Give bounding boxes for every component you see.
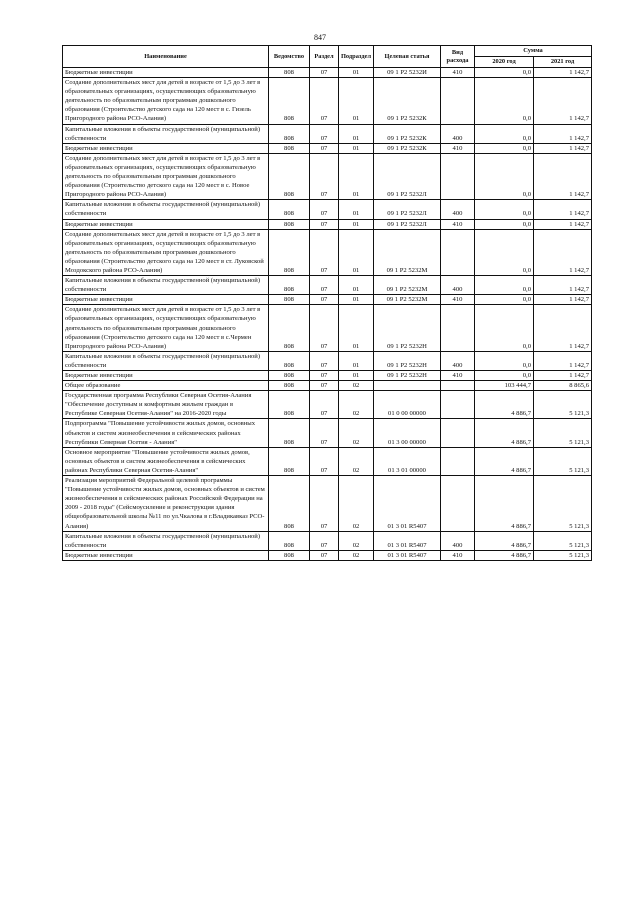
header-year-2020: 2020 год xyxy=(475,57,534,68)
cell-dept: 808 xyxy=(269,305,310,351)
table-row xyxy=(63,153,592,199)
cell-sum-2020: 4 886,7 xyxy=(475,550,534,560)
cell-subsection: 02 xyxy=(339,550,374,560)
cell-name: Бюджетные инвестиции xyxy=(63,550,269,560)
cell-name: Капитальные вложения в объекты государственной (муниципальной) собственности xyxy=(63,531,269,550)
cell-name: Бюджетные инвестиции xyxy=(63,219,269,229)
cell-expense-type xyxy=(441,305,475,351)
cell-section: 07 xyxy=(310,200,339,219)
cell-sum-2020: 0,0 xyxy=(475,124,534,143)
table-row xyxy=(63,295,592,305)
cell-dept: 808 xyxy=(269,476,310,532)
table-row xyxy=(63,276,592,295)
cell-dept: 808 xyxy=(269,531,310,550)
cell-expense-type xyxy=(441,153,475,199)
cell-subsection: 02 xyxy=(339,447,374,475)
table-row xyxy=(63,371,592,381)
cell-sum-2020: 0,0 xyxy=(475,295,534,305)
cell-dept: 808 xyxy=(269,447,310,475)
cell-sum-2021: 1 142,7 xyxy=(534,124,592,143)
cell-name: Реализация мероприятий Федеральной целевой программы "Повышение устойчивости жилых домов, основных объектов и систем жизнеобеспечения в сейсмических районах Российской Федерации на 2009 - 2018 годы" (Сейсмоусиление и реконструкция здания общеобразовательной школы №11 по ул.Чкалова в г.Владикавказ РСО-Алания) xyxy=(63,476,269,532)
cell-target: 09 1 P2 5232Л xyxy=(374,219,441,229)
cell-expense-type xyxy=(441,381,475,391)
cell-section: 07 xyxy=(310,550,339,560)
cell-sum-2020: 0,0 xyxy=(475,371,534,381)
header-dept: Ведомство xyxy=(269,46,310,68)
cell-dept: 808 xyxy=(269,143,310,153)
cell-subsection: 01 xyxy=(339,78,374,124)
cell-subsection: 02 xyxy=(339,531,374,550)
cell-sum-2021: 5 121,3 xyxy=(534,419,592,447)
cell-section: 07 xyxy=(310,219,339,229)
table-row xyxy=(63,143,592,153)
cell-expense-type: 410 xyxy=(441,295,475,305)
header-target: Целевая статья xyxy=(374,46,441,68)
cell-dept: 808 xyxy=(269,78,310,124)
cell-dept: 808 xyxy=(269,295,310,305)
table-body xyxy=(63,68,592,561)
cell-section: 07 xyxy=(310,153,339,199)
table-row xyxy=(63,124,592,143)
cell-target: 01 3 00 00000 xyxy=(374,419,441,447)
cell-subsection: 02 xyxy=(339,391,374,419)
cell-name: Бюджетные инвестиции xyxy=(63,143,269,153)
cell-sum-2020: 4 886,7 xyxy=(475,419,534,447)
table-row xyxy=(63,381,592,391)
cell-name: Капитальные вложения в объекты государственной (муниципальной) собственности xyxy=(63,200,269,219)
cell-dept: 808 xyxy=(269,153,310,199)
cell-dept: 808 xyxy=(269,276,310,295)
cell-expense-type: 410 xyxy=(441,143,475,153)
cell-target: 09 1 P2 5232Н xyxy=(374,371,441,381)
cell-target: 09 1 P2 5232К xyxy=(374,143,441,153)
cell-sum-2021: 1 142,7 xyxy=(534,305,592,351)
cell-section: 07 xyxy=(310,305,339,351)
cell-subsection: 01 xyxy=(339,153,374,199)
cell-subsection: 01 xyxy=(339,351,374,370)
cell-sum-2021: 5 121,3 xyxy=(534,447,592,475)
cell-section: 07 xyxy=(310,531,339,550)
cell-sum-2020: 0,0 xyxy=(475,143,534,153)
cell-sum-2020: 4 886,7 xyxy=(475,476,534,532)
cell-section: 07 xyxy=(310,276,339,295)
cell-dept: 808 xyxy=(269,68,310,78)
cell-section: 07 xyxy=(310,295,339,305)
cell-subsection: 01 xyxy=(339,295,374,305)
cell-target: 01 3 01 R5407 xyxy=(374,531,441,550)
table-row xyxy=(63,78,592,124)
cell-dept: 808 xyxy=(269,124,310,143)
cell-sum-2021: 1 142,7 xyxy=(534,229,592,275)
cell-sum-2020: 0,0 xyxy=(475,351,534,370)
cell-expense-type xyxy=(441,391,475,419)
cell-sum-2020: 0,0 xyxy=(475,219,534,229)
cell-subsection: 02 xyxy=(339,419,374,447)
cell-dept: 808 xyxy=(269,550,310,560)
cell-name: Создание дополнительных мест для детей в возрасте от 1,5 до 3 лет в образовательных организациях, осуществляющих образовательную деятельность по образовательным программам дошкольного образования (Строительство детского сада на 120 мест в с. Гизель Пригородного района РСО-Алания) xyxy=(63,78,269,124)
cell-section: 07 xyxy=(310,68,339,78)
cell-target: 01 3 01 00000 xyxy=(374,447,441,475)
cell-target: 09 1 P2 5232К xyxy=(374,124,441,143)
budget-table xyxy=(62,45,592,561)
cell-sum-2020: 0,0 xyxy=(475,276,534,295)
cell-sum-2021: 1 142,7 xyxy=(534,78,592,124)
cell-sum-2021: 1 142,7 xyxy=(534,153,592,199)
cell-expense-type xyxy=(441,229,475,275)
table-row xyxy=(63,200,592,219)
cell-subsection: 01 xyxy=(339,68,374,78)
cell-dept: 808 xyxy=(269,419,310,447)
cell-subsection: 01 xyxy=(339,229,374,275)
cell-sum-2020: 0,0 xyxy=(475,200,534,219)
cell-expense-type: 400 xyxy=(441,276,475,295)
cell-sum-2021: 1 142,7 xyxy=(534,68,592,78)
cell-sum-2020: 103 444,7 xyxy=(475,381,534,391)
cell-target: 09 1 P2 5232И xyxy=(374,68,441,78)
page-number: 847 xyxy=(314,33,326,42)
cell-sum-2020: 4 886,7 xyxy=(475,391,534,419)
table-row xyxy=(63,351,592,370)
cell-sum-2020: 4 886,7 xyxy=(475,447,534,475)
cell-expense-type: 400 xyxy=(441,200,475,219)
cell-name: Общее образование xyxy=(63,381,269,391)
cell-target: 09 1 P2 5232К xyxy=(374,78,441,124)
cell-name: Капитальные вложения в объекты государственной (муниципальной) собственности xyxy=(63,351,269,370)
cell-target: 09 1 P2 5232Н xyxy=(374,351,441,370)
cell-expense-type: 400 xyxy=(441,351,475,370)
cell-sum-2021: 5 121,3 xyxy=(534,531,592,550)
cell-name: Государственная программа Республики Северная Осетия-Алания "Обеспечение доступным и комфортным жильем граждан в Республике Северная Осетия-Алания" на 2016-2020 годы xyxy=(63,391,269,419)
cell-subsection: 02 xyxy=(339,381,374,391)
cell-sum-2021: 1 142,7 xyxy=(534,295,592,305)
cell-subsection: 01 xyxy=(339,371,374,381)
cell-dept: 808 xyxy=(269,200,310,219)
cell-section: 07 xyxy=(310,143,339,153)
cell-sum-2020: 0,0 xyxy=(475,68,534,78)
cell-target xyxy=(374,381,441,391)
table-row xyxy=(63,229,592,275)
cell-section: 07 xyxy=(310,419,339,447)
table-row xyxy=(63,476,592,532)
cell-name: Бюджетные инвестиции xyxy=(63,371,269,381)
table-row xyxy=(63,447,592,475)
cell-section: 07 xyxy=(310,476,339,532)
cell-subsection: 01 xyxy=(339,305,374,351)
cell-expense-type xyxy=(441,476,475,532)
cell-sum-2021: 1 142,7 xyxy=(534,276,592,295)
cell-dept: 808 xyxy=(269,351,310,370)
cell-dept: 808 xyxy=(269,381,310,391)
cell-name: Создание дополнительных мест для детей в возрасте от 1,5 до 3 лет в образовательных организациях, осуществляющих образовательную деятельность по образовательным программам дошкольного образования (Строительство детского сада на 120 мест в ст. Луковской Моздокского района РСО-Алания) xyxy=(63,229,269,275)
cell-name: Капитальные вложения в объекты государственной (муниципальной) собственности xyxy=(63,276,269,295)
cell-subsection: 01 xyxy=(339,200,374,219)
cell-expense-type xyxy=(441,78,475,124)
cell-sum-2020: 0,0 xyxy=(475,229,534,275)
cell-sum-2021: 1 142,7 xyxy=(534,143,592,153)
cell-name: Бюджетные инвестиции xyxy=(63,295,269,305)
cell-section: 07 xyxy=(310,351,339,370)
cell-target: 09 1 P2 5232Л xyxy=(374,153,441,199)
cell-sum-2021: 5 121,3 xyxy=(534,391,592,419)
cell-sum-2020: 4 886,7 xyxy=(475,531,534,550)
cell-target: 09 1 P2 5232Л xyxy=(374,200,441,219)
cell-subsection: 01 xyxy=(339,276,374,295)
header-subsection: Подраздел xyxy=(339,46,374,68)
cell-name: Бюджетные инвестиции xyxy=(63,68,269,78)
cell-subsection: 01 xyxy=(339,124,374,143)
cell-section: 07 xyxy=(310,371,339,381)
cell-expense-type xyxy=(441,419,475,447)
cell-sum-2021: 1 142,7 xyxy=(534,219,592,229)
cell-name: Основное мероприятие "Повышение устойчивости жилых домов, основных объектов и систем жизнеобеспечения в сейсмических районах Республики Северная Осетия-Алания" xyxy=(63,447,269,475)
cell-expense-type: 410 xyxy=(441,68,475,78)
cell-name: Создание дополнительных мест для детей в возрасте от 1,5 до 3 лет в образовательных организациях, осуществляющих образовательную деятельность по образовательным программам дошкольного образования (Строительство детского сада на 120 мест в с. Новое Пригородного района РСО-Алания) xyxy=(63,153,269,199)
cell-subsection: 01 xyxy=(339,219,374,229)
cell-section: 07 xyxy=(310,381,339,391)
cell-target: 09 1 P2 5232М xyxy=(374,229,441,275)
cell-dept: 808 xyxy=(269,219,310,229)
cell-target: 09 1 P2 5232М xyxy=(374,295,441,305)
cell-section: 07 xyxy=(310,447,339,475)
cell-target: 09 1 P2 5232М xyxy=(374,276,441,295)
header-name: Наименование xyxy=(63,46,269,68)
header-year-2021: 2021 год xyxy=(534,57,592,68)
cell-dept: 808 xyxy=(269,229,310,275)
table-header xyxy=(63,46,592,68)
table-row xyxy=(63,550,592,560)
cell-expense-type: 400 xyxy=(441,531,475,550)
header-expense-type: Вид расхода xyxy=(441,46,475,68)
cell-section: 07 xyxy=(310,391,339,419)
header-sum: Сумма xyxy=(475,46,592,57)
cell-dept: 808 xyxy=(269,371,310,381)
table-row xyxy=(63,531,592,550)
table-row xyxy=(63,419,592,447)
cell-sum-2020: 0,0 xyxy=(475,153,534,199)
cell-expense-type: 410 xyxy=(441,550,475,560)
cell-expense-type xyxy=(441,447,475,475)
table-row xyxy=(63,305,592,351)
cell-sum-2021: 1 142,7 xyxy=(534,200,592,219)
cell-sum-2020: 0,0 xyxy=(475,78,534,124)
cell-name: Капитальные вложения в объекты государственной (муниципальной) собственности xyxy=(63,124,269,143)
cell-sum-2021: 5 121,3 xyxy=(534,476,592,532)
cell-target: 01 3 01 R5407 xyxy=(374,550,441,560)
cell-sum-2021: 5 121,3 xyxy=(534,550,592,560)
cell-dept: 808 xyxy=(269,391,310,419)
cell-section: 07 xyxy=(310,78,339,124)
table-row xyxy=(63,68,592,78)
cell-target: 01 0 00 00000 xyxy=(374,391,441,419)
cell-sum-2021: 1 142,7 xyxy=(534,371,592,381)
cell-expense-type: 410 xyxy=(441,371,475,381)
cell-expense-type: 400 xyxy=(441,124,475,143)
cell-expense-type: 410 xyxy=(441,219,475,229)
cell-target: 01 3 01 R5407 xyxy=(374,476,441,532)
cell-sum-2021: 1 142,7 xyxy=(534,351,592,370)
cell-target: 09 1 P2 5232Н xyxy=(374,305,441,351)
cell-sum-2020: 0,0 xyxy=(475,305,534,351)
header-section: Раздел xyxy=(310,46,339,68)
cell-subsection: 01 xyxy=(339,143,374,153)
cell-section: 07 xyxy=(310,229,339,275)
cell-subsection: 02 xyxy=(339,476,374,532)
cell-section: 07 xyxy=(310,124,339,143)
table-row xyxy=(63,391,592,419)
table-row xyxy=(63,219,592,229)
cell-name: Создание дополнительных мест для детей в возрасте от 1,5 до 3 лет в образовательных организациях, осуществляющих образовательную деятельность по образовательным программам дошкольного образования (Строительство детского сада на 120 мест в с.Чермен Пригородного района РСО-Алания) xyxy=(63,305,269,351)
cell-name: Подпрограмма "Повышение устойчивости жилых домов, основных объектов и систем жизнеобеспечения в сейсмических районах Республики Северная Осетия - Алания" xyxy=(63,419,269,447)
cell-sum-2021: 8 865,6 xyxy=(534,381,592,391)
